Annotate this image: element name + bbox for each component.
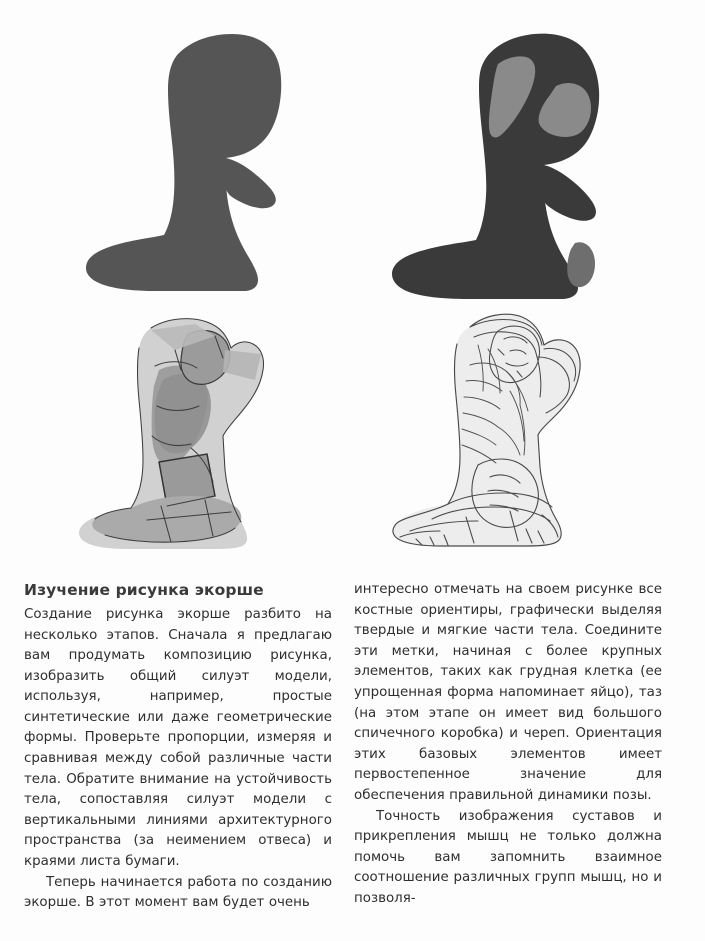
silhouette-solid-shape	[86, 34, 281, 291]
negative-space-foot	[567, 242, 595, 287]
paragraph: Точность изображения суставов и прикрепления мышц не только должна помочь вам запомнить взаимное соотношение различных групп мышц, но и позволя-	[354, 808, 662, 906]
paragraph: Создание рисунка экорше разбито на несколько этапов. Сначала я предлагаю вам продумать композицию рисунка, изобразить общий силуэт модели, используя, например, простые синтетические или даже геометрические формы. Проверьте пропорции, измеряя и сравнивая между собой различные части тела. Обратите внимание на устойчивость тела, сопоставляя силуэт модели с вертикальными линиями архитектурного пространства (за неимением отвеса) и краями листа бумаги.	[24, 606, 332, 870]
figure-silhouette-right	[370, 28, 630, 306]
ecorche-drawing	[393, 314, 580, 546]
text-column-right	[354, 580, 662, 910]
article-body	[0, 580, 705, 941]
paragraph: Теперь начинается работа по созданию экорше. В этот момент вам будет очень	[24, 874, 332, 911]
text-column-left	[24, 580, 332, 914]
silhouette-negative-space-shape	[392, 34, 599, 299]
figure-sketch-left	[55, 310, 315, 560]
figure-sketch-right	[370, 305, 630, 560]
paragraph: интересно отмечать на своем рисунке все костные ориентиры, графически выделяя твердые и мягкие части тела. Соедините эти метки, начиная с более крупных элементов, таких как грудная клетка (ее упрощенная форма напоминает яйцо), таз (на этом этапе он имеет вид большого спичечного коробка) и череп. Ориентация этих базовых элементов имеет первостепенное значение для обеспечения правильной динамики позы.	[354, 582, 662, 803]
section-heading: Изучение рисунка экорше	[24, 581, 264, 599]
sketch-left-tones	[79, 319, 264, 549]
figure-silhouette-left	[60, 28, 310, 298]
